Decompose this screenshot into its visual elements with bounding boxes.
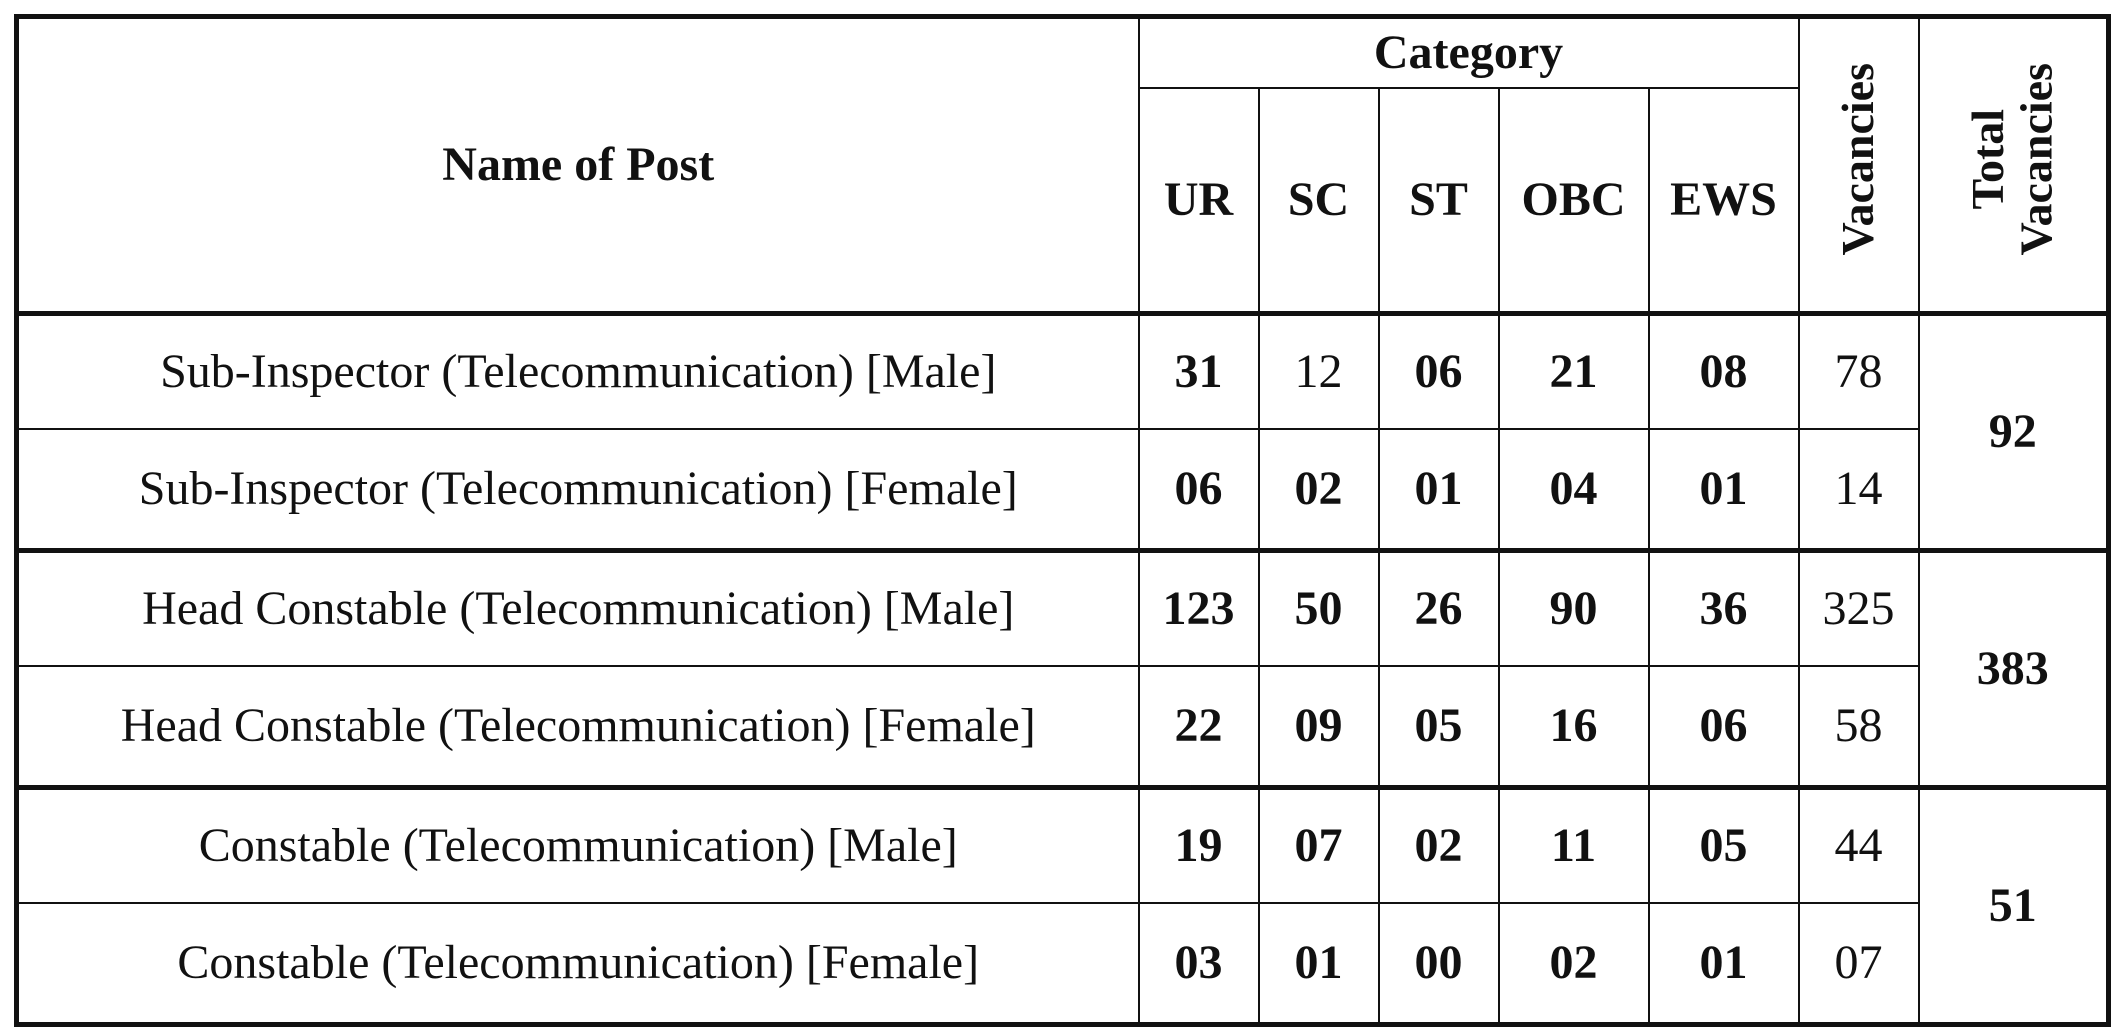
st-cell: 05	[1379, 666, 1499, 788]
header-category-ews: EWS	[1649, 88, 1799, 314]
ews-cell: 01	[1649, 903, 1799, 1025]
header-name-of-post: Name of Post	[17, 17, 1139, 314]
table-row	[17, 903, 2109, 1025]
header-category-sc: SC	[1259, 88, 1379, 314]
vacancies-cell: 44	[1799, 788, 1919, 904]
header-total-vacancies-label	[1964, 63, 2061, 256]
header-category-obc: OBC	[1499, 88, 1649, 314]
vacancies-cell: 325	[1799, 551, 1919, 667]
total-vacancies-cell: 383	[1919, 551, 2109, 788]
vacancy-table-container	[14, 14, 2106, 1014]
vacancies-cell: 07	[1799, 903, 1919, 1025]
st-cell: 06	[1379, 314, 1499, 430]
sc-cell: 02	[1259, 429, 1379, 551]
st-cell: 00	[1379, 903, 1499, 1025]
vacancies-cell: 14	[1799, 429, 1919, 551]
ews-cell: 36	[1649, 551, 1799, 667]
sc-cell: 01	[1259, 903, 1379, 1025]
table-row	[17, 788, 2109, 904]
st-cell: 02	[1379, 788, 1499, 904]
header-total-vacancies	[1919, 17, 2109, 314]
post-name-cell: Head Constable (Telecommunication) [Female]	[17, 666, 1139, 788]
header-category-st: ST	[1379, 88, 1499, 314]
obc-cell: 16	[1499, 666, 1649, 788]
ews-cell: 01	[1649, 429, 1799, 551]
table-row	[17, 314, 2109, 430]
sc-cell: 12	[1259, 314, 1379, 430]
vacancies-cell: 58	[1799, 666, 1919, 788]
st-cell: 01	[1379, 429, 1499, 551]
header-category: Category	[1139, 17, 1799, 89]
table-row	[17, 551, 2109, 667]
ews-cell: 05	[1649, 788, 1799, 904]
ur-cell: 06	[1139, 429, 1259, 551]
table-row	[17, 429, 2109, 551]
obc-cell: 90	[1499, 551, 1649, 667]
obc-cell: 04	[1499, 429, 1649, 551]
obc-cell: 11	[1499, 788, 1649, 904]
ur-cell: 03	[1139, 903, 1259, 1025]
sc-cell: 09	[1259, 666, 1379, 788]
sc-cell: 50	[1259, 551, 1379, 667]
table-row	[17, 666, 2109, 788]
obc-cell: 21	[1499, 314, 1649, 430]
header-total-line2: Vacancies	[2010, 62, 2062, 256]
vacancies-cell: 78	[1799, 314, 1919, 430]
st-cell: 26	[1379, 551, 1499, 667]
total-vacancies-cell: 51	[1919, 788, 2109, 1025]
obc-cell: 02	[1499, 903, 1649, 1025]
ur-cell: 22	[1139, 666, 1259, 788]
post-name-cell: Head Constable (Telecommunication) [Male]	[17, 551, 1139, 667]
total-vacancies-cell: 92	[1919, 314, 2109, 551]
vacancy-table	[14, 14, 2111, 1027]
ur-cell: 31	[1139, 314, 1259, 430]
ews-cell: 08	[1649, 314, 1799, 430]
sc-cell: 07	[1259, 788, 1379, 904]
post-name-cell: Sub-Inspector (Telecommunication) [Male]	[17, 314, 1139, 430]
post-name-cell: Constable (Telecommunication) [Male]	[17, 788, 1139, 904]
header-category-ur: UR	[1139, 88, 1259, 314]
ews-cell: 06	[1649, 666, 1799, 788]
header-vacancies	[1799, 17, 1919, 314]
ur-cell: 19	[1139, 788, 1259, 904]
post-name-cell: Sub-Inspector (Telecommunication) [Female]	[17, 429, 1139, 551]
header-total-line1: Total	[1962, 108, 2014, 210]
post-name-cell: Constable (Telecommunication) [Female]	[17, 903, 1139, 1025]
ur-cell: 123	[1139, 551, 1259, 667]
header-vacancies-label: Vacancies	[1832, 62, 1884, 256]
